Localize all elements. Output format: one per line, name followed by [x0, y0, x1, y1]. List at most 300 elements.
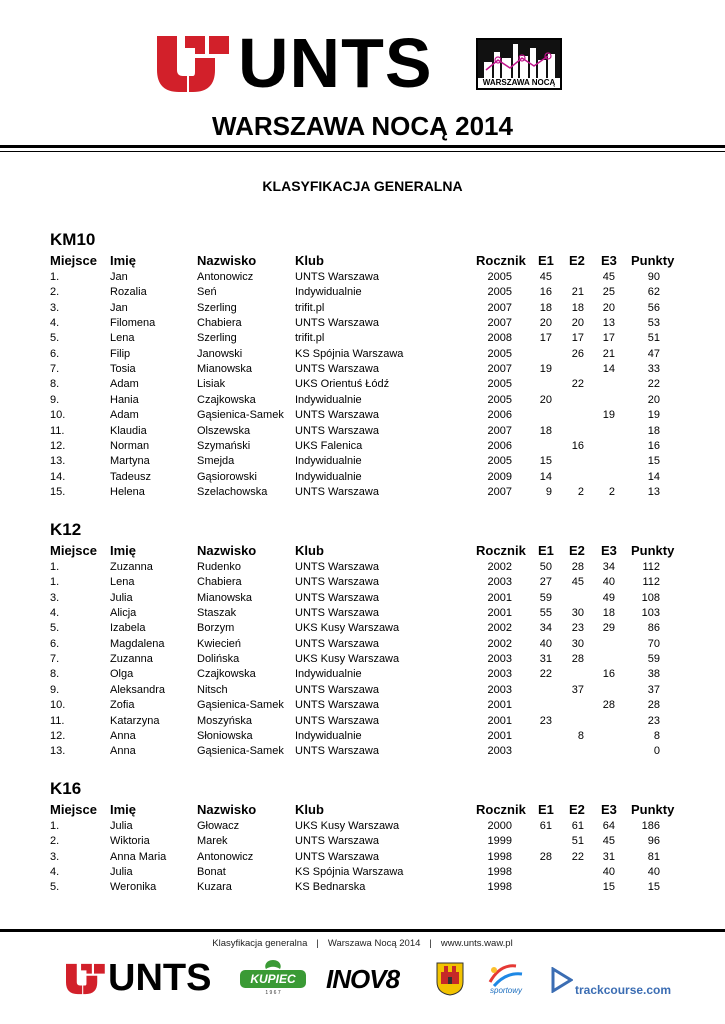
cell-year: 2002 — [487, 637, 512, 650]
col-header-place: Miejsce — [50, 253, 97, 268]
cell-points: 13 — [647, 485, 660, 498]
cell-e1: 16 — [539, 286, 552, 299]
col-header-first-name: Imię — [110, 543, 137, 558]
cell-first-name: Tosia — [110, 363, 136, 376]
cell-points: 81 — [647, 850, 660, 863]
cell-club: UKS Kusy Warszawa — [295, 622, 400, 635]
cell-e3: 34 — [602, 561, 615, 573]
cell-points: 37 — [647, 683, 660, 696]
footer-left: Klasyfikacja generalna — [212, 938, 308, 949]
cell-club: Indywidualnie — [295, 455, 362, 468]
cell-club: UNTS Warszawa — [295, 485, 379, 498]
cell-club: Indywidualnie — [295, 393, 362, 406]
cell-place: 2. — [50, 286, 60, 299]
cell-last-name: Olszewska — [197, 424, 251, 437]
col-header-e2: E2 — [569, 253, 585, 268]
cell-last-name: Mianowska — [197, 363, 253, 376]
cell-club: UKS Kusy Warszawa — [295, 820, 400, 832]
cell-club: KS Bednarska — [295, 881, 366, 894]
cell-year: 2003 — [487, 745, 512, 758]
cell-points: 28 — [647, 699, 660, 712]
cell-year: 2001 — [487, 699, 512, 712]
cell-first-name: Katarzyna — [110, 714, 160, 727]
table-row — [0, 744, 725, 759]
cell-year: 2001 — [487, 591, 512, 604]
cell-points: 8 — [653, 729, 660, 742]
cell-e2: 22 — [571, 378, 584, 391]
table-row — [0, 393, 725, 408]
cell-year: 1999 — [487, 835, 512, 848]
skyline-icon — [478, 40, 560, 78]
cell-points: 20 — [647, 393, 660, 406]
col-header-points: Punkty — [631, 802, 675, 817]
cell-points: 108 — [641, 591, 660, 604]
unts-logo-text: UNTS — [238, 24, 433, 102]
cell-year: 2008 — [487, 332, 512, 345]
cell-last-name: Szerling — [197, 301, 237, 314]
cell-club: UNTS Warszawa — [295, 637, 379, 650]
col-header-club: Klub — [295, 543, 324, 558]
cell-last-name: Marek — [197, 835, 228, 848]
cell-last-name: Borzym — [197, 622, 235, 635]
cell-first-name: Zuzanna — [110, 561, 153, 573]
cell-place: 1. — [50, 576, 60, 589]
cell-e1: 22 — [539, 668, 552, 681]
col-header-points: Punkty — [631, 253, 675, 268]
col-header-e1: E1 — [538, 802, 554, 817]
cell-points: 18 — [647, 424, 660, 437]
cell-e3: 17 — [602, 332, 615, 345]
cell-last-name: Kwiecień — [197, 637, 242, 650]
cell-last-name: Staszak — [197, 607, 237, 620]
col-header-e1: E1 — [538, 253, 554, 268]
title-rule-thin — [0, 151, 725, 152]
cell-e1: 14 — [539, 470, 552, 483]
col-header-year: Rocznik — [476, 253, 526, 268]
col-header-first-name: Imię — [110, 253, 137, 268]
cell-first-name: Lena — [110, 332, 135, 345]
cell-club: Indywidualnie — [295, 470, 362, 483]
col-header-last-name: Nazwisko — [197, 253, 257, 268]
table-row — [0, 850, 725, 865]
table-row — [0, 408, 725, 423]
cell-e1: 18 — [539, 424, 552, 437]
cell-points: 112 — [642, 561, 660, 573]
cell-year: 2005 — [487, 378, 512, 391]
cell-points: 51 — [647, 332, 660, 345]
table-header-k16 — [0, 801, 725, 818]
cell-last-name: Głowacz — [197, 820, 240, 832]
cell-first-name: Zofia — [110, 699, 135, 712]
cell-place: 12. — [50, 729, 66, 742]
cell-place: 5. — [50, 881, 60, 894]
cell-year: 2002 — [487, 561, 512, 573]
cell-last-name: Nitsch — [197, 683, 228, 696]
cell-club: UNTS Warszawa — [295, 683, 379, 696]
cell-club: UKS Kusy Warszawa — [295, 653, 400, 666]
cell-points: 33 — [647, 363, 660, 376]
cell-first-name: Anna Maria — [110, 850, 167, 863]
cell-e3: 64 — [602, 820, 615, 832]
cell-club: UNTS Warszawa — [295, 699, 379, 712]
cell-e1: 20 — [539, 393, 552, 406]
col-header-first-name: Imię — [110, 802, 137, 817]
table-row — [0, 729, 725, 744]
col-header-e3: E3 — [601, 253, 617, 268]
cell-first-name: Julia — [110, 820, 133, 832]
cell-e3: 2 — [608, 485, 615, 498]
cell-points: 86 — [647, 622, 660, 635]
cell-e1: 20 — [539, 317, 552, 330]
cell-points: 40 — [647, 866, 660, 879]
cell-e3: 28 — [602, 699, 615, 712]
sport-partner-logo — [486, 962, 538, 1000]
cell-year: 2001 — [487, 729, 512, 742]
col-header-place: Miejsce — [50, 543, 97, 558]
cell-first-name: Magdalena — [110, 637, 165, 650]
cell-e1: 9 — [545, 485, 552, 498]
cell-year: 2002 — [487, 622, 512, 635]
cell-e2: 2 — [577, 485, 584, 498]
cell-e3: 45 — [602, 271, 615, 283]
table-header-k12 — [0, 542, 725, 559]
cell-points: 112 — [642, 576, 660, 589]
unts-footer-logo-mark — [66, 962, 108, 996]
footer-middle: Warszawa Nocą 2014 — [327, 938, 421, 949]
table-row — [0, 683, 725, 698]
cell-year: 2007 — [487, 424, 512, 437]
table-row — [0, 621, 725, 636]
cell-e2: 30 — [571, 607, 584, 620]
cell-e2: 26 — [571, 347, 584, 360]
cell-first-name: Wiktoria — [110, 835, 150, 848]
cell-year: 2003 — [487, 683, 512, 696]
cell-e3: 40 — [602, 866, 615, 879]
cell-first-name: Izabela — [110, 622, 146, 635]
cell-points: 47 — [647, 347, 660, 360]
col-header-e1: E1 — [538, 543, 554, 558]
table-row — [0, 637, 725, 652]
cell-year: 2003 — [487, 653, 512, 666]
cell-first-name: Olga — [110, 668, 134, 681]
cell-e1: 23 — [539, 714, 552, 727]
cell-first-name: Lena — [110, 576, 135, 589]
cell-e1: 18 — [539, 301, 552, 314]
cell-e2: 17 — [571, 332, 584, 345]
cell-place: 15. — [50, 485, 66, 498]
cell-place: 8. — [50, 668, 60, 681]
sport-swoosh-icon — [486, 962, 526, 988]
table-row — [0, 316, 725, 331]
cell-last-name: Gąsienica-Samek — [197, 699, 284, 712]
cell-points: 0 — [653, 745, 660, 758]
cell-first-name: Klaudia — [110, 424, 147, 437]
footer-caption — [0, 938, 725, 949]
page-title: WARSZAWA NOCĄ 2014 — [212, 111, 513, 141]
cell-club: UNTS Warszawa — [295, 850, 379, 863]
table-row — [0, 880, 725, 895]
trackcourse-logo-text: trackcourse.com — [575, 983, 672, 997]
cell-first-name: Adam — [110, 409, 139, 422]
cell-place: 6. — [50, 637, 60, 650]
cell-place: 8. — [50, 378, 60, 391]
cell-club: UNTS Warszawa — [295, 561, 379, 573]
cell-last-name: Słoniowska — [197, 729, 253, 742]
cell-first-name: Alicja — [110, 607, 137, 620]
table-row — [0, 270, 725, 285]
cell-e2: 23 — [571, 622, 584, 635]
cell-e3: 21 — [602, 347, 615, 360]
cell-points: 70 — [647, 637, 660, 650]
cell-last-name: Czajkowska — [197, 393, 256, 406]
cell-e1: 50 — [539, 561, 552, 573]
cell-first-name: Filomena — [110, 317, 156, 330]
cell-year: 1998 — [487, 881, 512, 894]
cell-first-name: Martyna — [110, 455, 150, 468]
col-header-club: Klub — [295, 253, 324, 268]
cell-club: KS Spójnia Warszawa — [295, 866, 404, 879]
table-row — [0, 485, 725, 500]
cell-place: 11. — [50, 714, 65, 727]
cell-last-name: Dolińska — [197, 653, 240, 666]
cell-points: 38 — [647, 668, 660, 681]
title-rule-thick — [0, 145, 725, 148]
cell-year: 2007 — [487, 485, 512, 498]
cell-last-name: Seń — [197, 286, 217, 299]
cell-e1: 59 — [539, 591, 552, 604]
cell-year: 1998 — [487, 850, 512, 863]
cell-e2: 61 — [571, 820, 584, 832]
cell-first-name: Julia — [110, 866, 133, 879]
cell-place: 1. — [50, 820, 60, 832]
cell-year: 2003 — [487, 668, 512, 681]
cell-e1: 40 — [539, 637, 552, 650]
cell-e3: 18 — [602, 607, 615, 620]
cell-first-name: Hania — [110, 393, 139, 406]
cell-club: UNTS Warszawa — [295, 424, 379, 437]
cell-e1: 17 — [539, 332, 552, 345]
table-header-km10 — [0, 252, 725, 269]
cell-e1: 31 — [539, 653, 552, 666]
table-row — [0, 347, 725, 362]
cell-e3: 20 — [602, 301, 615, 314]
cell-club: UNTS Warszawa — [295, 317, 379, 330]
sport-partner-text: sportowy — [490, 986, 523, 995]
cell-e2: 20 — [571, 317, 584, 330]
cell-points: 59 — [647, 653, 660, 666]
cell-club: UKS Falenica — [295, 439, 363, 452]
cell-e2: 8 — [577, 729, 584, 742]
cell-year: 2007 — [487, 317, 512, 330]
cell-e3: 16 — [602, 668, 615, 681]
page-subtitle: KLASYFIKACJA GENERALNA — [262, 178, 463, 194]
cell-club: trifit.pl — [295, 301, 325, 314]
cell-points: 186 — [641, 820, 660, 832]
cell-e1: 34 — [539, 622, 552, 635]
cell-last-name: Antonowicz — [197, 850, 254, 863]
cell-club: UNTS Warszawa — [295, 714, 379, 727]
warszawa-noca-logo — [476, 38, 562, 90]
cell-points: 53 — [647, 317, 660, 330]
col-header-last-name: Nazwisko — [197, 543, 257, 558]
col-header-e3: E3 — [601, 802, 617, 817]
table-row — [0, 560, 725, 575]
cell-first-name: Helena — [110, 485, 145, 498]
cell-points: 19 — [647, 409, 660, 422]
cell-year: 2005 — [487, 286, 512, 299]
cell-e3: 29 — [602, 622, 615, 635]
cell-e2: 28 — [571, 561, 584, 573]
cell-place: 13. — [50, 745, 66, 758]
cell-first-name: Rozalia — [110, 286, 147, 299]
table-row — [0, 575, 725, 590]
table-row — [0, 714, 725, 729]
cell-first-name: Aleksandra — [110, 683, 166, 696]
cell-place: 6. — [50, 347, 60, 360]
cell-year: 2007 — [487, 301, 512, 314]
col-header-e2: E2 — [569, 543, 585, 558]
cell-first-name: Anna — [110, 729, 136, 742]
table-row — [0, 819, 725, 834]
cell-place: 3. — [50, 591, 60, 604]
cell-year: 2003 — [487, 576, 512, 589]
cell-points: 96 — [647, 835, 660, 848]
table-row — [0, 301, 725, 316]
cell-last-name: Gąsienica-Samek — [197, 745, 284, 758]
cell-last-name: Kuzara — [197, 881, 232, 894]
cell-first-name: Norman — [110, 439, 150, 452]
col-header-place: Miejsce — [50, 802, 97, 817]
footer-rule — [0, 929, 725, 932]
table-row — [0, 606, 725, 621]
cell-last-name: Szelachowska — [197, 485, 268, 498]
cell-place: 10. — [50, 699, 66, 712]
cell-place: 7. — [50, 653, 60, 666]
cell-club: UNTS Warszawa — [295, 576, 379, 589]
cell-first-name: Zuzanna — [110, 653, 153, 666]
cell-e2: 28 — [571, 653, 584, 666]
trackcourse-arrow-icon — [551, 967, 573, 993]
table-row — [0, 285, 725, 300]
cell-year: 2009 — [487, 470, 512, 483]
table-row — [0, 667, 725, 682]
cell-last-name: Bonat — [197, 866, 226, 879]
col-header-year: Rocznik — [476, 543, 526, 558]
table-row — [0, 591, 725, 606]
cell-first-name: Weronika — [110, 881, 157, 894]
cell-last-name: Smejda — [197, 455, 235, 468]
col-header-club: Klub — [295, 802, 324, 817]
cell-year: 2006 — [487, 439, 512, 452]
cell-club: Indywidualnie — [295, 729, 362, 742]
cell-e1: 27 — [539, 576, 552, 589]
cell-place: 7. — [50, 363, 60, 376]
cell-last-name: Szerling — [197, 332, 237, 345]
cell-place: 10. — [50, 409, 66, 422]
cell-club: KS Spójnia Warszawa — [295, 347, 404, 360]
cell-last-name: Janowski — [197, 347, 243, 360]
col-header-last-name: Nazwisko — [197, 802, 257, 817]
table-row — [0, 865, 725, 880]
cell-points: 22 — [647, 378, 660, 391]
inov8-logo: INOV8 — [326, 964, 400, 994]
cell-last-name: Gąsiorowski — [197, 470, 257, 483]
cell-e1: 28 — [539, 850, 552, 863]
section-title-k16: K16 — [50, 779, 82, 798]
table-row — [0, 470, 725, 485]
cell-e1: 15 — [539, 455, 552, 468]
cell-e3: 15 — [602, 881, 615, 894]
footer-url[interactable]: www.unts.waw.pl — [440, 938, 513, 949]
cell-club: UNTS Warszawa — [295, 745, 379, 758]
cell-e3: 14 — [602, 363, 615, 376]
cell-place: 12. — [50, 439, 66, 452]
cell-e3: 40 — [602, 576, 615, 589]
cell-points: 15 — [647, 881, 660, 894]
cell-e3: 13 — [602, 317, 615, 330]
cell-last-name: Szymański — [197, 439, 251, 452]
table-row — [0, 834, 725, 849]
cell-last-name: Chabiera — [197, 317, 242, 330]
footer-separator: | — [429, 938, 432, 949]
cell-year: 2005 — [487, 455, 512, 468]
cell-club: UNTS Warszawa — [295, 409, 379, 422]
section-title-km10: KM10 — [50, 230, 96, 249]
cell-year: 2005 — [487, 271, 512, 283]
cell-place: 9. — [50, 683, 60, 696]
cell-last-name: Czajkowska — [197, 668, 256, 681]
cell-place: 5. — [50, 332, 60, 345]
cell-place: 4. — [50, 317, 60, 330]
cell-club: UNTS Warszawa — [295, 835, 379, 848]
cell-last-name: Lisiak — [197, 378, 226, 391]
cell-e3: 19 — [602, 409, 615, 422]
cell-place: 1. — [50, 271, 60, 283]
cell-year: 2001 — [487, 607, 512, 620]
table-row — [0, 377, 725, 392]
cell-last-name: Rudenko — [197, 561, 242, 573]
cell-place: 3. — [50, 301, 60, 314]
cell-points: 16 — [647, 439, 660, 452]
cell-first-name: Tadeusz — [110, 470, 151, 483]
cell-e3: 49 — [602, 591, 615, 604]
cell-last-name: Antonowicz — [197, 271, 254, 283]
cell-club: UNTS Warszawa — [295, 271, 379, 283]
table-row — [0, 362, 725, 377]
cell-e2: 22 — [571, 850, 584, 863]
cell-first-name: Jan — [110, 301, 128, 314]
cell-club: UNTS Warszawa — [295, 607, 379, 620]
cell-e2: 18 — [571, 301, 584, 314]
cell-place: 2. — [50, 835, 60, 848]
cell-e2: 37 — [571, 683, 584, 696]
cell-place: 4. — [50, 866, 60, 879]
cell-club: Indywidualnie — [295, 286, 362, 299]
cell-last-name: Mianowska — [197, 591, 253, 604]
cell-points: 56 — [647, 301, 660, 314]
cell-place: 11. — [50, 424, 65, 437]
cell-place: 9. — [50, 393, 60, 406]
cell-e3: 25 — [602, 286, 615, 299]
cell-year: 2000 — [487, 820, 512, 832]
col-header-points: Punkty — [631, 543, 675, 558]
cell-year: 2006 — [487, 409, 512, 422]
table-row — [0, 439, 725, 454]
cell-e1: 19 — [539, 363, 552, 376]
cell-year: 2005 — [487, 393, 512, 406]
cell-place: 4. — [50, 607, 60, 620]
table-row — [0, 698, 725, 713]
